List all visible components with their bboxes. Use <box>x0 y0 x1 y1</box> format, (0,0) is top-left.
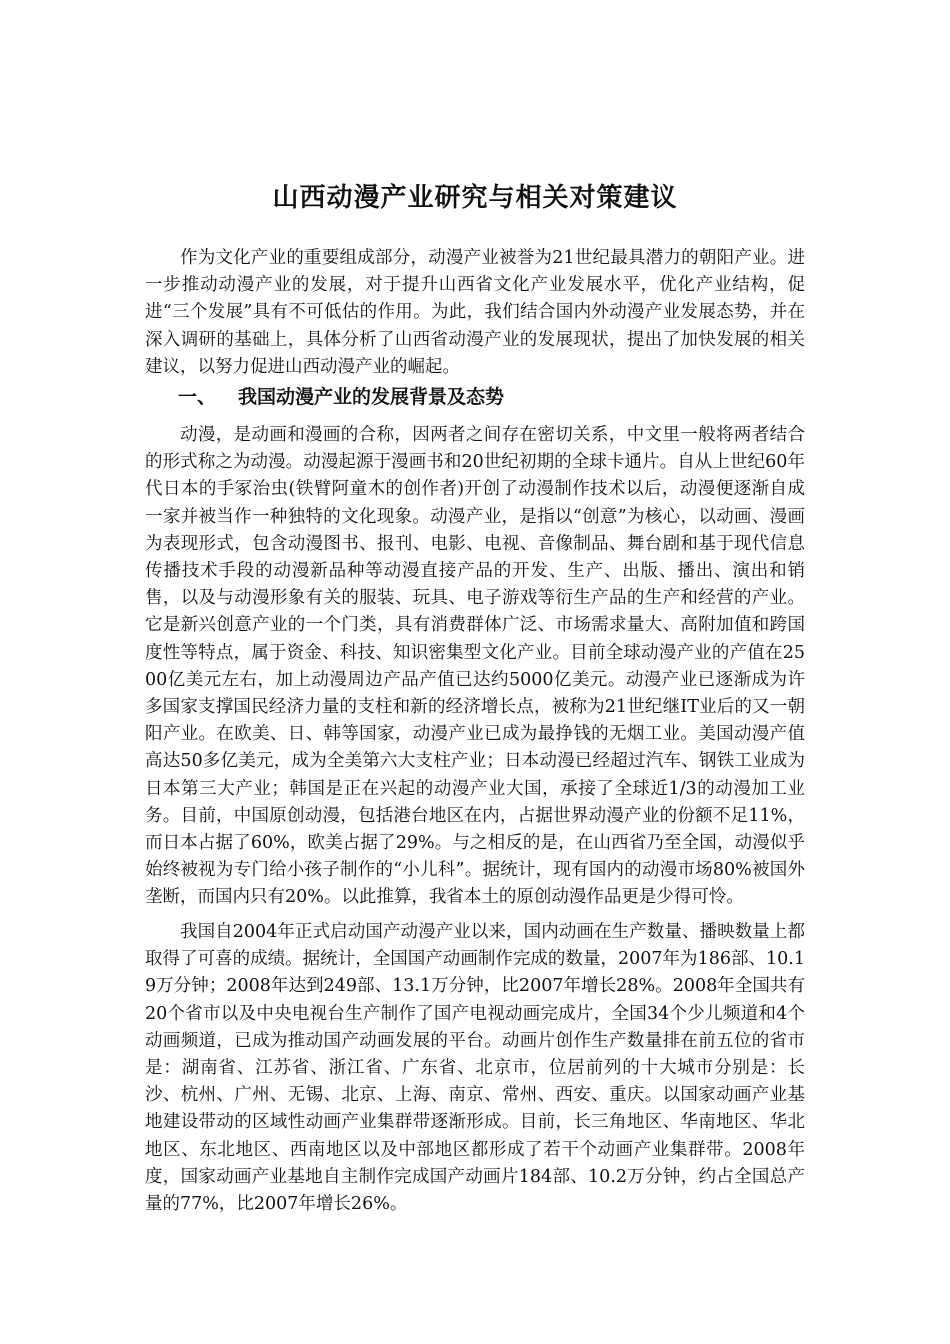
body-paragraph: 动漫，是动画和漫画的合称，因两者之间存在密切关系，中文里一般将两者结合的形式称之为动漫。动漫起源于漫画书和20世纪初期的全球卡通片。自从上世纪60年代日本的手冢治虫(铁臂阿童木的创作者)开创了动漫制作技术以后，动漫便逐渐自成一家并被当作一种独特的文化现象。动漫产业，是指以“创意”为核心，以动画、漫画为表现形式，包含动漫图书、报刊、电影、电视、音像制品、舞台剧和基于现代信息传播技术手段的动漫新品种等动漫直接产品的开发、生产、出版、播出、演出和销售，以及与动漫形象有关的服装、玩具、电子游戏等衍生产品的生产和经营的产业。它是新兴创意产业的一个门类，具有消费群体广泛、市场需求量大、高附加值和跨国度性等特点，属于资金、科技、知识密集型文化产业。目前全球动漫产业的产值在2500亿美元左右，加上动漫周边产品产值已达约5000亿美元。动漫产业已逐渐成为许多国家支撑国民经济力量的支柱和新的经济增长点，被称为21世纪继IT业后的又一朝阳产业。在欧美、日、韩等国家，动漫产业已成为最挣钱的无烟工业。美国动漫产值高达50多亿美元，成为全美第六大支柱产业；日本动漫已经超过汽车、钢铁工业成为日本第三大产业；韩国是正在兴起的动漫产业大国，承接了全球近1/3的动漫加工业务。目前，中国原创动漫，包括港台地区在内，占据世界动漫产业的份额不足11%，而日本占据了60%，欧美占据了29%。与之相反的是，在山西省乃至全国，动漫似乎始终被视为专门给小孩子制作的“小儿科”。据统计，现有国内的动漫市场80%被国外垄断，而国内只有20%。以此推算，我省本土的原创动漫作品更是少得可怜。 <box>145 425 805 908</box>
section-heading-number: 一、 <box>178 386 217 408</box>
section-heading <box>178 383 504 411</box>
intro-paragraph: 作为文化产业的重要组成部分，动漫产业被誉为21世纪最具潜力的朝阳产业。进一步推动动漫产业的发展，对于提升山西省文化产业发展水平，优化产业结构，促进“三个发展”具有不可低估的作用。为此，我们结合国内外动漫产业发展态势，并在深入调研的基础上，具体分析了山西省动漫产业的发展现状，提出了加快发展的相关建议，以努力促进山西动漫产业的崛起。 <box>145 248 805 377</box>
document-title: 山西动漫产业研究与相关对策建议 <box>272 183 678 213</box>
body-paragraph: 我国自2004年正式启动国产动漫产业以来，国内动画在生产数量、播映数量上都取得了可喜的成绩。据统计，全国国产动画制作完成的数量，2007年为186部、10.19万分钟；2008年达到249部、13.1万分钟，比2007年增长28%。2008年全国共有20个省市以及中央电视台生产制作了国产电视动画完成片，全国34个少儿频道和4个动画频道，已成为推动国产动画发展的平台。动画片创作生产数量排在前五位的省市是：湖南省、江苏省、浙江省、广东省、北京市，位居前列的十大城市分别是：长沙、杭州、广州、无锡、北京、上海、南京、常州、西安、重庆。以国家动画产业基地建设带动的区域性动画产业集群带逐渐形成。目前，长三角地区、华南地区、华北地区、东北地区、西南地区以及中部地区都形成了若干个动画产业集群带。2008年度，国家动画产业基地自主制作完成国产动画片184部、10.2万分钟，约占全国总产量的77%，比2007年增长26%。 <box>145 922 805 1215</box>
section-heading-text: 我国动漫产业的发展背景及态势 <box>238 386 505 408</box>
